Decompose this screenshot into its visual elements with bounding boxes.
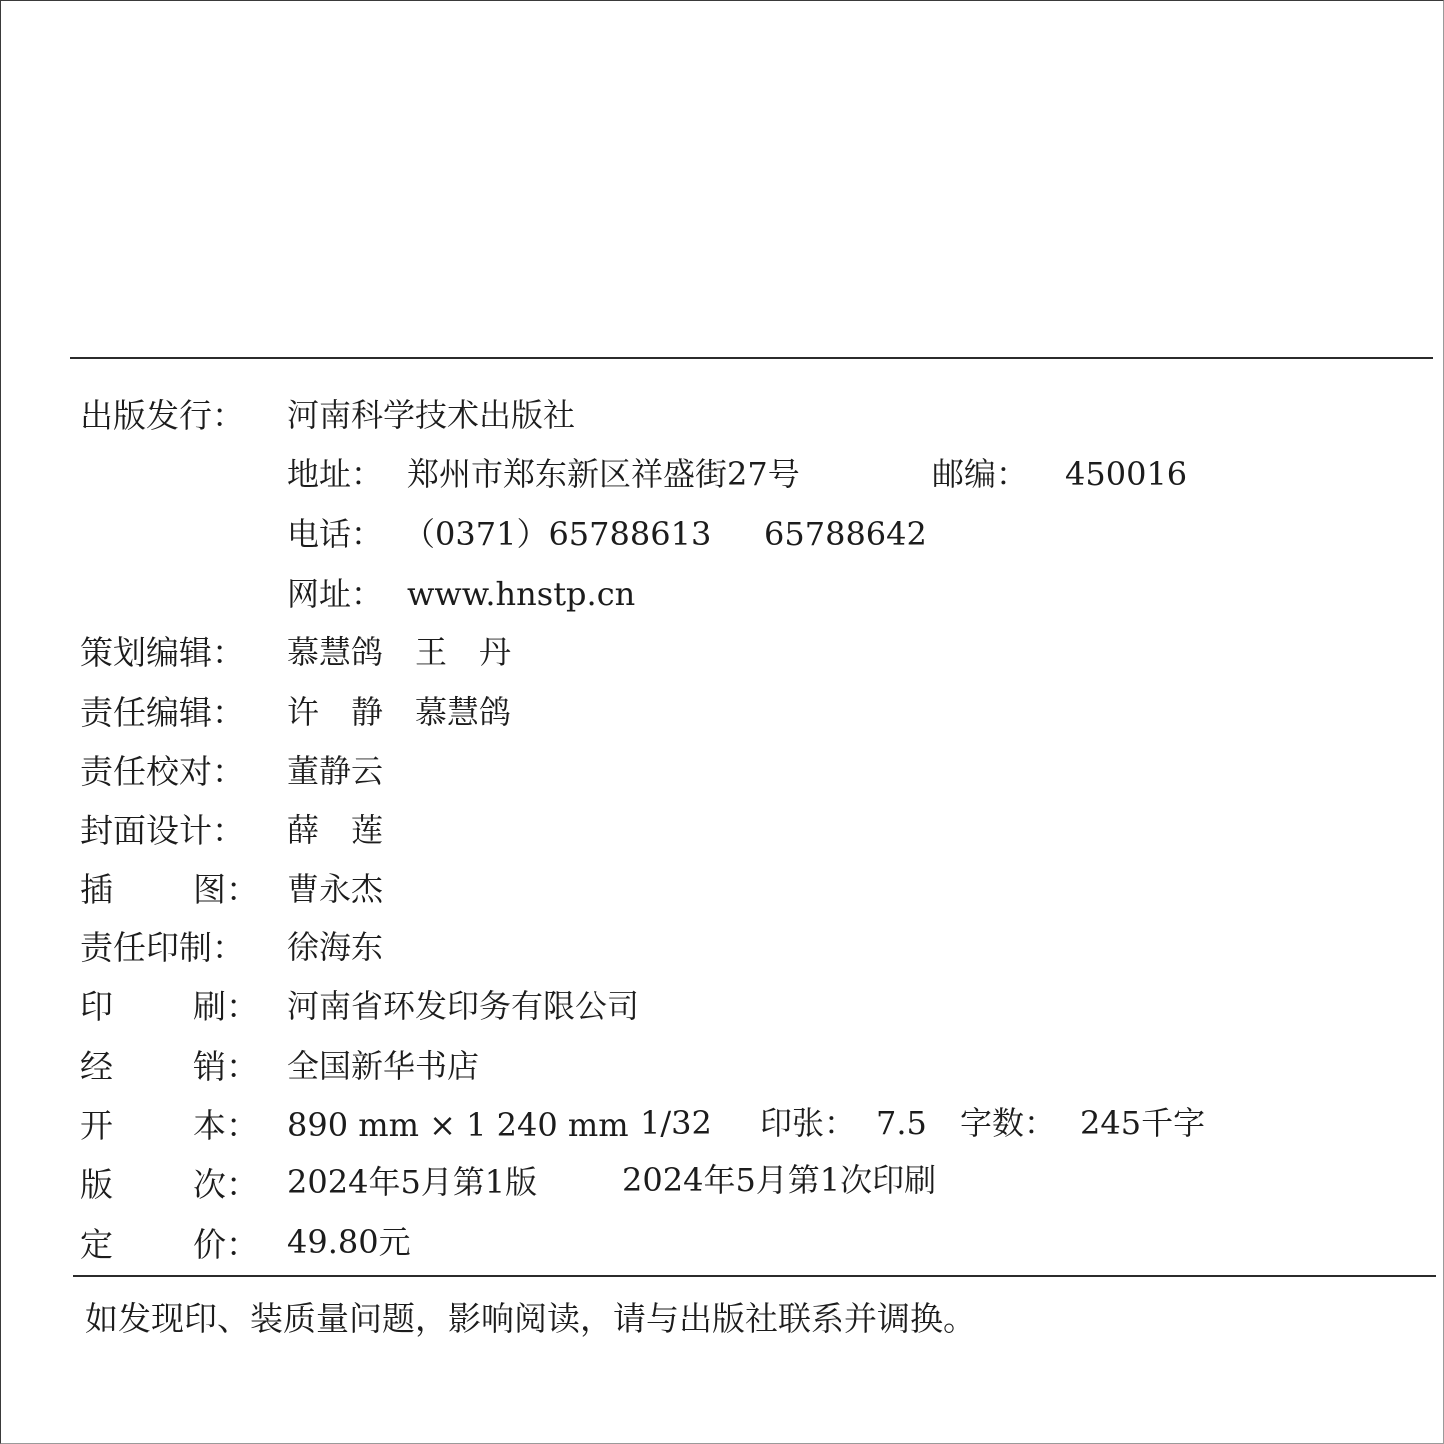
printing-value: 2024年5月第1次印刷 bbox=[622, 1161, 937, 1199]
cover-design-value: 薛 莲 bbox=[287, 811, 384, 849]
responsible-editor-value: 许 静 慕慧鸽 bbox=[287, 693, 512, 731]
proofreader-value: 董静云 bbox=[287, 752, 384, 790]
cover-design-label: 封面设计： bbox=[80, 811, 245, 850]
word-count-value: 245千字 bbox=[1080, 1104, 1206, 1142]
sheets-label: 印张： bbox=[760, 1104, 857, 1142]
printer-value: 河南省环发印务有限公司 bbox=[287, 987, 640, 1025]
edition-value: 2024年5月第1版 bbox=[287, 1163, 538, 1201]
word-count-label: 字数： bbox=[960, 1104, 1057, 1142]
price-label-char-2: 价： bbox=[193, 1225, 259, 1264]
illustration-label-char-2: 图： bbox=[193, 870, 259, 909]
website-label: 网址： bbox=[287, 575, 384, 613]
illustration-value: 曹永杰 bbox=[287, 870, 384, 908]
distributor-label-char-1: 经 bbox=[80, 1047, 113, 1086]
illustration-label-char-1: 插 bbox=[80, 870, 113, 909]
postcode-value: 450016 bbox=[1065, 455, 1188, 493]
publisher-label: 出版发行： bbox=[80, 396, 245, 435]
printer-label-char-1: 印 bbox=[80, 987, 113, 1026]
phone-number-2: 65788642 bbox=[764, 515, 927, 553]
edition-label-char-2: 次： bbox=[193, 1165, 259, 1204]
format-label-char-1: 开 bbox=[80, 1106, 113, 1145]
edition-label-char-1: 版 bbox=[80, 1165, 113, 1204]
planning-editor-value: 慕慧鸽 王 丹 bbox=[287, 633, 512, 671]
phone-label: 电话： bbox=[287, 515, 384, 553]
printer-label-char-2: 刷： bbox=[193, 987, 259, 1026]
print-manager-label: 责任印制： bbox=[80, 928, 245, 967]
planning-editor-label: 策划编辑： bbox=[80, 633, 245, 672]
format-size: 890 mm × 1 240 mm bbox=[287, 1106, 629, 1144]
proofreader-label: 责任校对： bbox=[80, 752, 245, 791]
price-label-char-1: 定 bbox=[80, 1225, 113, 1264]
print-manager-value: 徐海东 bbox=[287, 928, 384, 966]
format-fraction: 1/32 bbox=[640, 1104, 712, 1142]
format-label-char-2: 本： bbox=[193, 1106, 259, 1145]
top-divider bbox=[70, 357, 1433, 359]
address-value: 郑州市郑东新区祥盛街27号 bbox=[407, 455, 800, 493]
phone-number-1: （0371）65788613 bbox=[403, 515, 712, 553]
responsible-editor-label: 责任编辑： bbox=[80, 693, 245, 732]
postcode-label: 邮编： bbox=[932, 455, 1029, 493]
quality-notice: 如发现印、装质量问题，影响阅读，请与出版社联系并调换。 bbox=[85, 1299, 976, 1338]
sheets-value: 7.5 bbox=[876, 1104, 927, 1142]
publisher-name: 河南科学技术出版社 bbox=[287, 396, 576, 434]
price-value: 49.80元 bbox=[287, 1223, 411, 1261]
address-label: 地址： bbox=[287, 455, 384, 493]
bottom-divider bbox=[73, 1275, 1436, 1277]
distributor-value: 全国新华书店 bbox=[287, 1047, 480, 1085]
distributor-label-char-2: 销： bbox=[193, 1047, 259, 1086]
website-value: www.hnstp.cn bbox=[407, 575, 636, 613]
